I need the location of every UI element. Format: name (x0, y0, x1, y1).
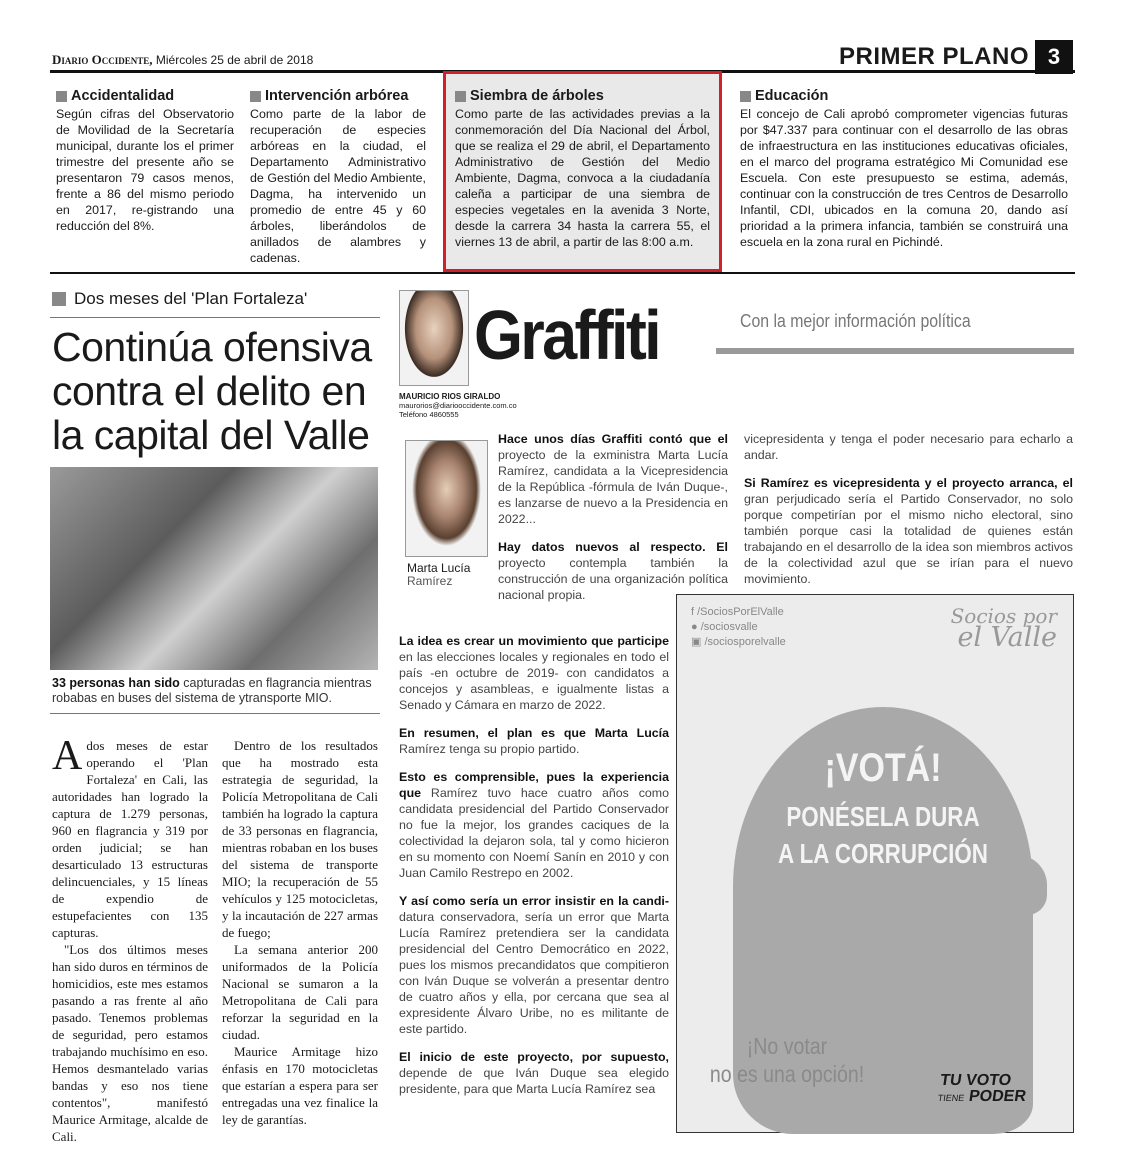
twitter-icon: ● (691, 621, 698, 633)
author-portrait (399, 290, 469, 386)
marta-lucia-portrait (405, 440, 488, 557)
brief-text: Como parte de las actividades previas a la conmemoración del Día Nacional del Árbol, que se realiza el 29 de abril, el Departamento Administrativo de Gestión del Medio Ambiente, Dagma, convoca a la ciudadanía caleña a participar de una siembra de especies vegetales en la avenida 3 Norte, desde la carrera 34 hasta la carrera 55, el viernes 13 de abril, a partir de las 8:00 a.m. (455, 107, 710, 249)
lead: El inicio de este proyecto, por supuesto, (399, 1050, 669, 1064)
brief-siembra-highlighted (443, 71, 722, 272)
brief-text: Según cifras del Observatorio de Movilidad de la Secretaría municipal, durante los el primer trimestre del presente año se presentaron 79 casos menos, frente a 86 del mismo periodo en 2017, re-gistrando una reducción del 8%. (56, 107, 234, 233)
paragraph: Maurice Armitage hizo énfasis en 170 motocicletas que estarían a espera para ser entregadas una vez finalice la ley de garantías. (222, 1044, 378, 1127)
ad-social-links (691, 605, 786, 650)
social-handle: /sociosvalle (700, 621, 758, 633)
lead: Hace unos días Graffiti contó que el (498, 432, 728, 446)
kicker-rule (50, 317, 380, 318)
graffiti-column-2 (744, 431, 1073, 599)
ad-line2: PONÉSELA DURA (786, 801, 980, 832)
tu-voto-logo (937, 1073, 1030, 1106)
tuvoto-small: TIENE (937, 1093, 966, 1103)
square-bullet-icon (250, 91, 261, 102)
social-handle: /SociosPorElValle (697, 606, 784, 618)
page-number: 3 (1035, 40, 1073, 74)
brief-title: Educación (755, 88, 829, 104)
text: datura conservadora, sería un error que Marta Lucía Ramírez pretendiera ser la candidata presidencial del Centro Democrático en 2022, pues los mismos precandidatos que compitieron con Iván Duque se volverán a presentar dentro de cuatro años y ella, por cercana que sea al expresidente Álvaro Uribe, no es militante de este partido. (399, 910, 669, 1036)
author-email: maurorios@diariooccidente.com.co (399, 401, 517, 410)
brief-title: Siembra de árboles (470, 88, 604, 104)
square-bullet-icon (740, 91, 751, 102)
text: en las elecciones locales y regionales en todo el país -en octubre de 2019- con candidatos a concejos y asambleas, e igualmente listas a Senado y Cámara en marzo de 2022. (399, 650, 669, 712)
article-column-1 (52, 733, 208, 1145)
kicker-text: Dos meses del 'Plan Fortaleza' (74, 289, 308, 308)
instagram-icon: ▣ (691, 636, 702, 648)
masthead (52, 52, 313, 68)
graffiti-rule (716, 348, 1074, 354)
text: proyecto contempla también la construcción de una organización política nacional propia. (498, 556, 728, 602)
paper-name: Diario Occidente, (52, 52, 153, 67)
article-kicker (52, 289, 307, 309)
text: Ramírez tenga su propio partido. (399, 742, 580, 756)
square-bullet-icon (52, 292, 66, 306)
paragraph: Dentro de los resultados que ha mostrado esta estrategia de seguridad, la Policía Metropolitana de Cali también ha logrado la captura de 33 personas en flagrancia, mientras robaban en los buses del sistema de transporte MIO; la recuperación de 55 vehículos y 125 motocicletas, y la incautación de 227 armas de fuego; (222, 738, 378, 940)
lead: La idea es crear un movimiento que participe (399, 634, 669, 648)
text: Ramírez tuvo hace cuatro años como candidata presidencial del Partido Conservador no fue la mejor, los grandes caciques de la colectividad la dejaron sola, tal y como hicieron en su momento con Noemí Sanín en 2010 y con Juan Camilo Restrepo en 2002. (399, 786, 669, 880)
ad-vota: ¡VOTÁ! (824, 746, 942, 790)
portrait-surname: Ramírez (407, 574, 453, 588)
ad-line3: A LA CORRUPCIÓN (778, 838, 988, 869)
lead: En resumen, el plan es que Marta Lucía (399, 726, 669, 740)
section-header (839, 40, 1073, 74)
article-column-2 (222, 737, 378, 1128)
lead: Si Ramírez es vicepresidenta y el proyecto arranca, el (744, 476, 1073, 490)
graffiti-column-1b (399, 633, 669, 1109)
briefs-bottom-rule (50, 272, 1075, 274)
novotar-line: ¡No votar (746, 1033, 828, 1059)
tuvoto-line: TU VOTO (939, 1072, 1013, 1089)
socios-logo (950, 604, 1057, 653)
author-phone: Teléfono 4860555 (399, 410, 459, 419)
square-bullet-icon (56, 91, 67, 102)
text: gran perjudicado sería el Partido Conservador, no solo porque competirían por el mismo nicho electoral, sino también porque casi la totalidad de quienes están trabajando en el desarrollo de la idea son miembros activos de la colectividad azul que se irían para el nuevo movimiento. (744, 492, 1073, 586)
brief-text: Como parte de la labor de recuperación de especies arbóreas en la ciudad, el Departamento Administrativo de Gestión del Medio Ambiente, Dagma, ha intervenido un promedio de entre 45 y 60 árboles, liberándolos de anillados de alambres y cadenas. (250, 107, 426, 265)
paragraph: dos meses de estar operando el 'Plan Fortaleza' en Cali, las autoridades han logrado la captura de 1.279 personas, 960 en flagrancia y 319 por orden judicial; se han desarticulado 13 estructuras delincuenciales, y 15 líneas de expendio de estupefacientes con 135 capturas. (52, 738, 208, 940)
article-photo-bus-passengers (50, 467, 378, 670)
photo-caption (52, 676, 378, 706)
graffiti-tagline: Con la mejor información política (740, 311, 971, 331)
caption-rule (50, 713, 380, 714)
paragraph: "Los dos últimos meses han sido duros en términos de homicidios, este mes estamos pasando a ras frente al año pasado. Tenemos problemas de seguridad, pero estamos trabajando muchísimo en eso. Hemos desmantelado varias bandas y eso nos tiene contentos", manifestó Maurice Armitage, alcalde de Cali. (52, 942, 208, 1144)
graffiti-column-1a (498, 431, 728, 615)
social-handle: /sociosporelvalle (704, 636, 786, 648)
brief-educacion (740, 88, 1068, 250)
portrait-name: Marta Lucía (407, 561, 471, 575)
caption-lead: 33 personas han sido (52, 676, 180, 690)
brief-intervencion (250, 88, 426, 266)
lead: Y así como sería un error insistir en la candi- (399, 894, 669, 908)
brief-title: Accidentalidad (71, 88, 175, 104)
square-bullet-icon (455, 91, 466, 102)
novotar-line: no es una opción! (709, 1061, 865, 1087)
caption-text: capturadas en flagrancia mientras robabas en buses del sistema de ytransporte MIO. (52, 676, 372, 705)
socios-ad (676, 594, 1074, 1133)
issue-date: Miércoles 25 de abril de 2018 (155, 53, 314, 67)
dropcap: A (52, 733, 83, 779)
lead: Esto es comprensible, pues la experiencia que (399, 770, 669, 800)
article-headline: Continúa ofensiva contra el delito en la capital del Valle (52, 324, 372, 458)
author-name: MAURICIO RIOS GIRALDO (399, 392, 501, 401)
paragraph: La semana anterior 200 uniformados de la Policía Nacional se sumaron a la Metropolitana de Cali para reforzar la seguridad en la ciudad. (222, 942, 378, 1042)
graffiti-title: Graffiti (474, 296, 659, 374)
brief-accidentalidad (56, 88, 234, 234)
brief-title: Intervención arbórea (265, 88, 409, 104)
logo-line: el Valle (957, 622, 1057, 653)
portrait-caption (407, 562, 470, 588)
ad-no-votar (702, 1032, 872, 1088)
author-info (399, 392, 559, 419)
head-nose (1007, 855, 1047, 915)
section-title: PRIMER PLANO (838, 43, 1029, 70)
tuvoto-line: PODER (967, 1088, 1028, 1105)
lead: Hay datos nuevos al respecto. El (498, 540, 728, 554)
logo-line: Socios por (950, 604, 1057, 628)
text: depende de que Iván Duque sea elegido presidente, para que Marta Lucía Ramírez sea (399, 1066, 669, 1096)
brief-text: El concejo de Cali aprobó comprometer vigencias futuras por $47.337 para continuar con el desarrollo de las obras de infraestructura en las instituciones educativas oficiales, en el marco del programa estratégico Mi Comunidad ese Escuela. Con este presupuesto se estima, además, continuar con la construcción de tres Centros de Desarrollo Infantil, CDI, ubicados en la comuna 20, dando así prioridad a la primera infancia, también se construirá una escuela en la zona rural en Pichindé. (740, 107, 1068, 249)
text: proyecto de la exministra Marta Lucía Ramírez, candidata a la Vicepresidencia de la República -fórmula de Iván Duque-, es lanzarse de nuevo a la Presidencia en 2022... (498, 448, 728, 526)
text: vicepresidenta y tenga el poder necesario para echarlo a andar. (744, 432, 1073, 462)
facebook-icon: f (691, 606, 695, 618)
